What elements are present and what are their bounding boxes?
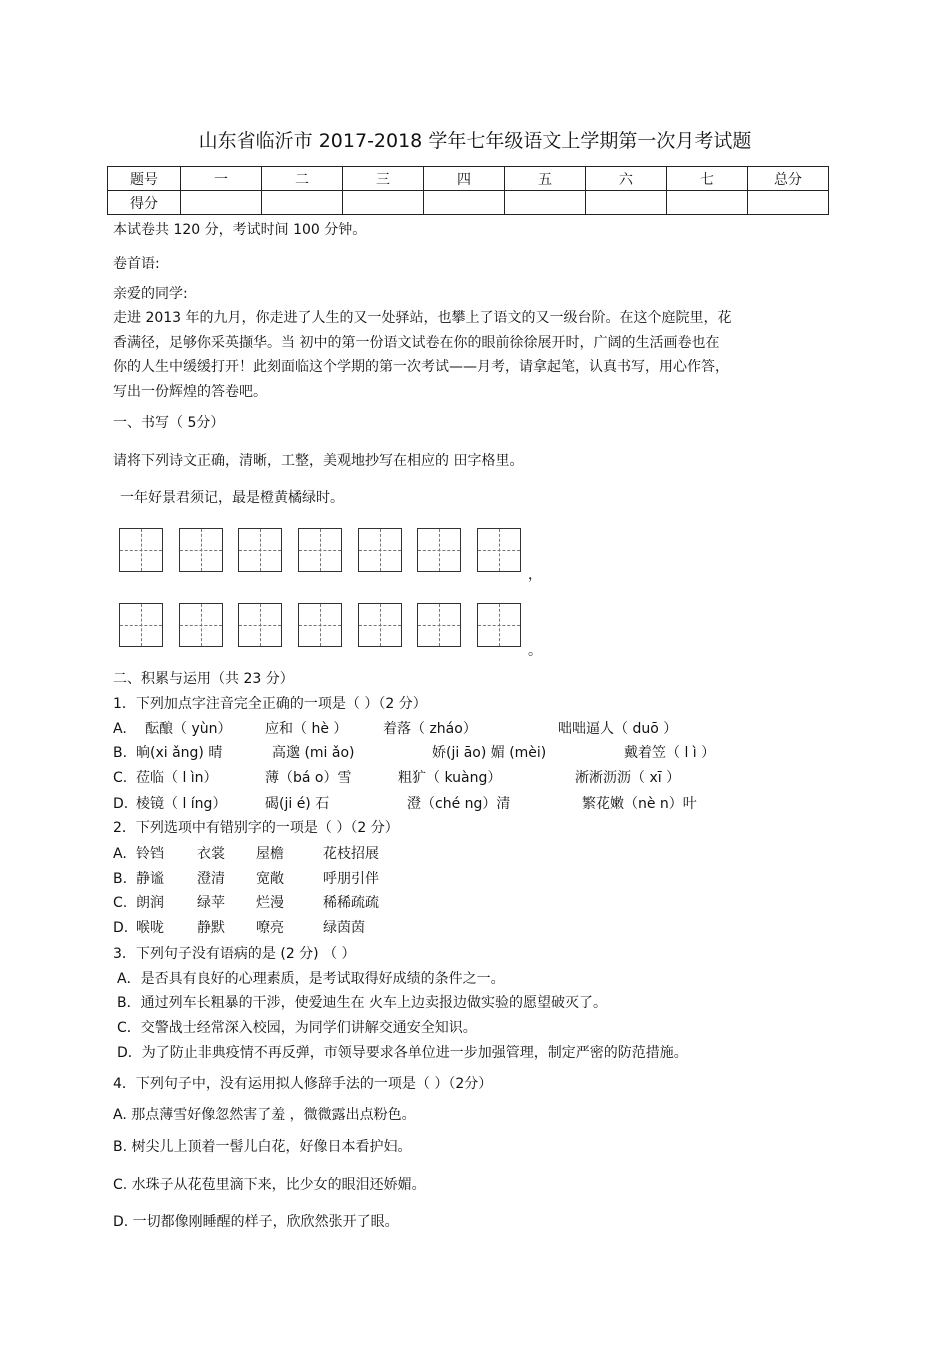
- table-cell: 二: [262, 167, 343, 191]
- greeting: 亲爱的同学:: [113, 286, 188, 302]
- preface-line: 写出一份辉煌的答卷吧。: [113, 384, 267, 400]
- score-input-cell: [262, 191, 343, 215]
- exam-note: 本试卷共 120 分，考试时间 100 分钟。: [113, 222, 367, 238]
- preface-line: 香满径，足够你采英撷华。当 初中的第一份语文试卷在你的眼前徐徐展开时，广阔的生活画卷也在: [113, 335, 720, 351]
- option-item: 澄清: [197, 871, 225, 887]
- question-stem: 3．下列句子没有语病的是 (2 分) （ ）: [113, 946, 356, 962]
- option-item: 应和（ hè ）: [265, 721, 348, 737]
- option-item: 稀稀疏疏: [323, 895, 379, 911]
- option-item: 绿茵茵: [323, 920, 365, 936]
- option-letter: D.: [113, 796, 129, 812]
- option-sentence: B. 树尖儿上顶着一髻儿白花，好像日本看护妇。: [113, 1139, 412, 1155]
- option-item: 晌(xi ǎng) 晴: [136, 745, 223, 761]
- section1-instruction: 请将下列诗文正确，清晰，工整，美观地抄写在相应的 田字格里。: [113, 453, 524, 469]
- option-item: 薄（bá o）雪: [265, 770, 352, 786]
- score-input-cell: [505, 191, 586, 215]
- writing-grid-cell: [298, 528, 342, 572]
- option-item: 花枝招展: [323, 846, 379, 862]
- row2-punctuation: 。: [528, 643, 542, 659]
- option-sentence: D．为了防止非典疫情不再反弹，市领导要求各单位进一步加强管理，制定严密的防范措施。: [117, 1045, 688, 1061]
- writing-grid-cell: [477, 528, 521, 572]
- score-table: [107, 166, 829, 215]
- preface-label: 卷首语:: [113, 256, 160, 272]
- score-table-header-row: [108, 167, 829, 191]
- table-cell: 题号: [108, 167, 181, 191]
- writing-grid-cell: [119, 528, 163, 572]
- writing-grid-cell: [298, 603, 342, 647]
- option-item: 宽敞: [256, 871, 284, 887]
- poem-line: 一年好景君须记，最是橙黄橘绿时。: [120, 490, 344, 506]
- option-sentence: D. 一切都像刚睡醒的样子，欣欣然张开了眼。: [113, 1214, 399, 1230]
- option-sentence: A. 那点薄雪好像忽然害了羞 ，微微露出点粉色。: [113, 1107, 416, 1123]
- option-sentence: B．通过列车长粗暴的干涉，使爱迪生在 火车上边卖报边做实验的愿望破灭了。: [117, 995, 608, 1011]
- option-sentence: C．交警战士经常深入校园，为同学们讲解交通安全知识。: [117, 1020, 477, 1036]
- option-item: 酝酿（ yùn）: [145, 721, 232, 737]
- exam-title: 山东省临沂市 2017-2018 学年七年级语文上学期第一次月考试题: [198, 130, 752, 152]
- option-item: 戴着笠（ l ì ）: [624, 745, 716, 761]
- option-item: 喉咙: [136, 920, 164, 936]
- option-item: 淅淅沥沥（ xī ）: [575, 770, 681, 786]
- question-stem: 4．下列句子中，没有运用拟人修辞手法的一项是（ ）（2分）: [113, 1076, 493, 1092]
- writing-grid-cell: [417, 603, 461, 647]
- section2-heading: 二、积累与运用（共 23 分）: [113, 671, 294, 687]
- score-input-cell: [181, 191, 262, 215]
- writing-grid-cell: [358, 528, 402, 572]
- option-item: 呼朋引伴: [323, 871, 379, 887]
- option-item: 静谧: [136, 871, 164, 887]
- option-item: 衣裳: [197, 846, 225, 862]
- option-letter: B.: [113, 745, 128, 761]
- score-input-cell: [667, 191, 748, 215]
- score-input-cell: [424, 191, 505, 215]
- option-item: 铃铛: [136, 846, 164, 862]
- option-item: 娇(ji āo) 媚 (mèi): [432, 745, 547, 761]
- table-cell: 五: [505, 167, 586, 191]
- option-item: 澄（ché ng）清: [407, 796, 511, 812]
- writing-grid-cell: [179, 528, 223, 572]
- option-item: 绿苹: [197, 895, 225, 911]
- score-input-cell: [343, 191, 424, 215]
- option-item: 嘹亮: [256, 920, 284, 936]
- option-item: 碣(ji é) 石: [265, 796, 330, 812]
- option-item: 屋檐: [256, 846, 284, 862]
- option-item: 粗犷（ kuàng）: [398, 770, 502, 786]
- option-item: 烂漫: [256, 895, 284, 911]
- writing-grid-cell: [179, 603, 223, 647]
- table-cell: 总分: [748, 167, 829, 191]
- writing-grid-cell: [238, 603, 282, 647]
- writing-grid-cell: [119, 603, 163, 647]
- option-item: 着落（ zháo）: [383, 721, 477, 737]
- option-item: 朗润: [136, 895, 164, 911]
- table-cell: 七: [667, 167, 748, 191]
- option-item: 繁花嫩（nè n）叶: [582, 796, 697, 812]
- section1-heading: 一、书写（ 5分）: [113, 415, 225, 431]
- score-input-cell: [748, 191, 829, 215]
- option-item: 咄咄逼人（ duō ）: [558, 721, 678, 737]
- table-cell: 三: [343, 167, 424, 191]
- option-sentence: C. 水珠子从花苞里滴下来，比少女的眼泪还娇媚。: [113, 1177, 426, 1193]
- row1-punctuation: ，: [528, 567, 542, 583]
- option-letter: C.: [113, 895, 128, 911]
- writing-grid-cell: [477, 603, 521, 647]
- question-stem: 1．下列加点字注音完全正确的一项是（ ）（2 分）: [113, 696, 427, 712]
- writing-grid-cell: [358, 603, 402, 647]
- option-letter: C.: [113, 770, 128, 786]
- option-letter: D.: [113, 920, 129, 936]
- score-table-score-row: [108, 191, 829, 215]
- option-letter: A.: [113, 846, 127, 862]
- table-cell: 得分: [108, 191, 181, 215]
- option-item: 高邈 (mi ǎo): [272, 745, 355, 761]
- table-cell: 六: [586, 167, 667, 191]
- option-item: 静默: [197, 920, 225, 936]
- question-stem: 2．下列选项中有错别字的一项是（ ）（2 分）: [113, 820, 399, 836]
- option-item: 莅临（ l ìn）: [136, 770, 218, 786]
- score-input-cell: [586, 191, 667, 215]
- option-letter: B.: [113, 871, 128, 887]
- writing-grid-cell: [238, 528, 282, 572]
- preface-line: 你的人生中缓缓打开！此刻面临这个学期的第一次考试——月考，请拿起笔，认真书写，用心作答，: [113, 359, 729, 375]
- writing-grid-cell: [417, 528, 461, 572]
- option-sentence: A．是否具有良好的心理素质，是考试取得好成绩的条件之一。: [117, 971, 505, 987]
- option-item: 棱镜（ l íng）: [136, 796, 227, 812]
- option-letter: A.: [113, 721, 127, 737]
- preface-line: 走进 2013 年的九月，你走进了人生的又一处驿站，也攀上了语文的又一级台阶。在这个庭院里，花: [113, 310, 732, 326]
- table-cell: 四: [424, 167, 505, 191]
- table-cell: 一: [181, 167, 262, 191]
